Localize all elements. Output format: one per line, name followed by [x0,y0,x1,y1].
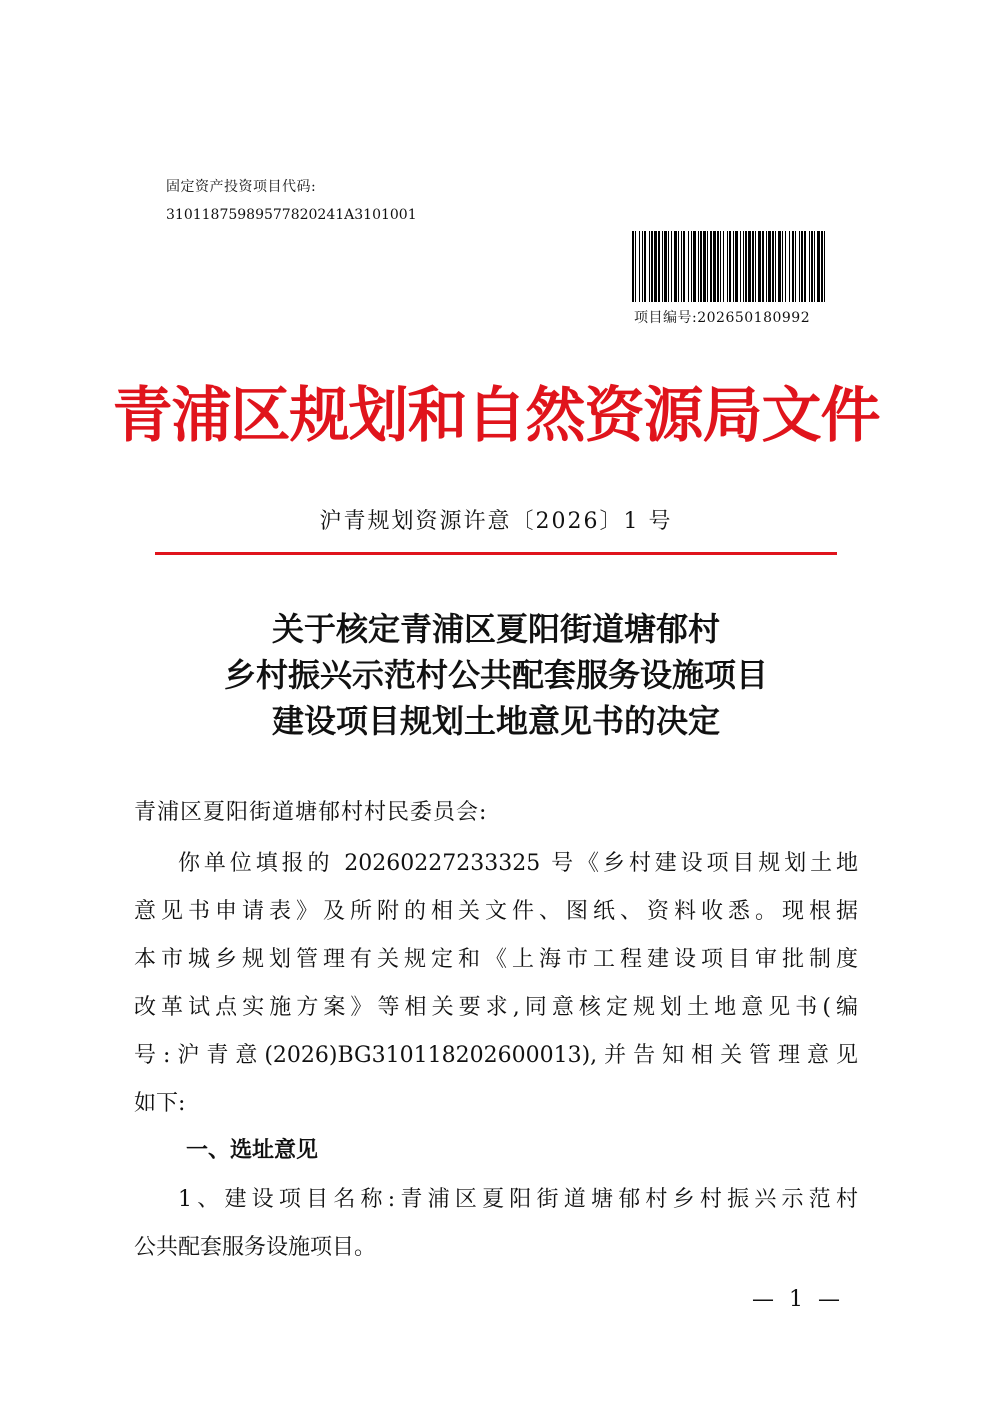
paragraph-line: 本市城乡规划管理有关规定和《上海市工程建设项目审批制度 [134,947,858,972]
document-title-line: 乡村振兴示范村公共配套服务设施项目 [223,656,768,694]
paragraph-line: 如下: [134,1091,186,1116]
fixed-asset-code-value: 31011875989577820241A3101001 [166,207,417,223]
item-line: 1、建设项目名称:青浦区夏阳街道塘郁村乡村振兴示范村 [178,1187,858,1212]
paragraph-line: 改革试点实施方案》等相关要求,同意核定规划土地意见书(编 [134,995,859,1020]
document-number: 沪青规划资源许意〔2026〕1 号 [319,509,673,534]
red-divider [155,552,837,555]
addressee: 青浦区夏阳街道塘郁村村民委员会: [134,800,488,825]
document-title [0,606,992,744]
paragraph-line: 你单位填报的 20260227233325 号《乡村建设项目规划土地 [178,851,858,876]
fixed-asset-code-label: 固定资产投资项目代码: [166,179,317,195]
document-title-line: 建设项目规划土地意见书的决定 [271,702,720,740]
paragraph-line: 号:沪青意(2026)BG310118202600013),并告知相关管理意见 [134,1043,858,1068]
document-title-line: 关于核定青浦区夏阳街道塘郁村 [271,610,720,648]
barcode [632,231,828,302]
agency-header-title: 青浦区规划和自然资源局文件 [112,381,880,451]
item-line: 公共配套服务设施项目。 [134,1235,377,1260]
page-number: — 1 — [752,1287,844,1312]
project-number: 项目编号:202650180992 [634,310,811,326]
paragraph-line: 意见书申请表》及所附的相关文件、图纸、资料收悉。现根据 [134,899,858,924]
section-heading: 一、选址意见 [186,1138,319,1163]
